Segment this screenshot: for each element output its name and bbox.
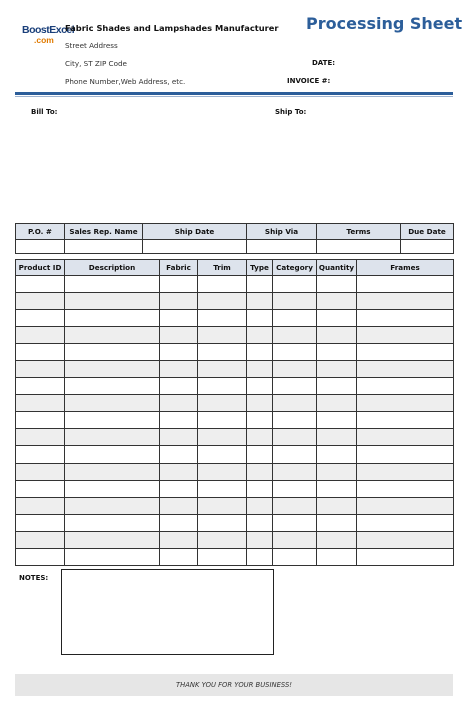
item-cell[interactable]	[160, 293, 198, 310]
item-cell[interactable]	[16, 531, 65, 548]
item-cell[interactable]	[247, 327, 273, 344]
item-cell[interactable]	[16, 497, 65, 514]
item-cell[interactable]	[65, 412, 160, 429]
table-row	[16, 395, 454, 412]
item-cell[interactable]	[65, 463, 160, 480]
item-cell[interactable]	[16, 378, 65, 395]
item-cell[interactable]	[198, 514, 247, 531]
item-cell[interactable]	[16, 446, 65, 463]
item-cell[interactable]	[317, 361, 357, 378]
item-cell[interactable]	[317, 548, 357, 565]
table-row	[16, 446, 454, 463]
item-cell[interactable]	[160, 327, 198, 344]
item-cell[interactable]	[247, 497, 273, 514]
item-cell[interactable]	[247, 446, 273, 463]
footer-thank-you: THANK YOU FOR YOUR BUSINESS!	[176, 681, 292, 689]
table-row	[16, 497, 454, 514]
order-info-table	[15, 223, 454, 254]
table-row	[16, 412, 454, 429]
item-cell[interactable]	[247, 395, 273, 412]
line-items-table	[15, 259, 454, 566]
item-cell[interactable]	[16, 276, 65, 293]
item-cell[interactable]	[160, 361, 198, 378]
item-cell[interactable]	[65, 378, 160, 395]
item-cell[interactable]	[160, 378, 198, 395]
logo-domain: .com	[34, 35, 54, 45]
item-cell[interactable]	[317, 344, 357, 361]
item-cell[interactable]	[65, 531, 160, 548]
ship-date-cell[interactable]	[143, 240, 247, 254]
due-date-cell[interactable]	[401, 240, 454, 254]
item-cell[interactable]	[160, 463, 198, 480]
notes-box[interactable]	[61, 569, 274, 655]
date-label: DATE:	[312, 59, 336, 67]
table-row	[16, 548, 454, 565]
item-cell[interactable]	[16, 463, 65, 480]
item-cell[interactable]	[357, 480, 454, 497]
item-cell[interactable]	[65, 310, 160, 327]
item-cell[interactable]	[198, 395, 247, 412]
item-cell[interactable]	[16, 361, 65, 378]
item-cell[interactable]	[16, 480, 65, 497]
item-cell[interactable]	[198, 378, 247, 395]
item-cell[interactable]	[16, 344, 65, 361]
item-cell[interactable]	[247, 310, 273, 327]
table-row	[16, 344, 454, 361]
item-cell[interactable]	[160, 446, 198, 463]
column-header-po: P.O. #	[16, 224, 65, 240]
item-cell[interactable]	[65, 497, 160, 514]
document-title: Processing Sheet	[306, 14, 463, 33]
item-cell[interactable]	[247, 463, 273, 480]
po-cell[interactable]	[16, 240, 65, 254]
item-cell[interactable]	[317, 497, 357, 514]
column-header-quantity: Quantity	[317, 260, 357, 276]
item-cell[interactable]	[160, 310, 198, 327]
column-header-description: Description	[65, 260, 160, 276]
item-cell[interactable]	[317, 310, 357, 327]
item-cell[interactable]	[198, 497, 247, 514]
item-cell[interactable]	[16, 395, 65, 412]
table-row	[16, 310, 454, 327]
item-cell[interactable]	[65, 548, 160, 565]
item-cell[interactable]	[198, 548, 247, 565]
column-header-category: Category	[273, 260, 317, 276]
item-cell[interactable]	[247, 429, 273, 446]
column-header-terms: Terms	[317, 224, 401, 240]
item-cell[interactable]	[357, 327, 454, 344]
item-cell[interactable]	[65, 276, 160, 293]
table-row	[16, 276, 454, 293]
item-cell[interactable]	[65, 514, 160, 531]
item-cell[interactable]	[273, 480, 317, 497]
item-cell[interactable]	[273, 395, 317, 412]
ship-to-label: Ship To:	[275, 108, 307, 116]
item-cell[interactable]	[65, 361, 160, 378]
item-cell[interactable]	[357, 344, 454, 361]
item-cell[interactable]	[317, 514, 357, 531]
item-cell[interactable]	[247, 412, 273, 429]
item-cell[interactable]	[317, 327, 357, 344]
item-cell[interactable]	[247, 480, 273, 497]
ship-via-cell[interactable]	[247, 240, 317, 254]
item-cell[interactable]	[160, 276, 198, 293]
item-cell[interactable]	[16, 412, 65, 429]
item-cell[interactable]	[16, 548, 65, 565]
item-cell[interactable]	[65, 480, 160, 497]
notes-label: NOTES:	[19, 574, 49, 582]
item-cell[interactable]	[357, 293, 454, 310]
item-cell[interactable]	[198, 310, 247, 327]
item-cell[interactable]	[198, 463, 247, 480]
item-cell[interactable]	[198, 412, 247, 429]
item-cell[interactable]	[317, 395, 357, 412]
table-row	[16, 480, 454, 497]
item-cell[interactable]	[357, 463, 454, 480]
item-cell[interactable]	[16, 429, 65, 446]
item-cell[interactable]	[357, 412, 454, 429]
item-cell[interactable]	[247, 548, 273, 565]
item-cell[interactable]	[273, 378, 317, 395]
item-cell[interactable]	[273, 497, 317, 514]
item-cell[interactable]	[273, 327, 317, 344]
item-cell[interactable]	[247, 514, 273, 531]
column-header-sales-rep: Sales Rep. Name	[65, 224, 143, 240]
city-state-zip: City, ST ZIP Code	[65, 59, 127, 68]
column-header-ship-via: Ship Via	[247, 224, 317, 240]
header-rule	[15, 92, 453, 95]
item-cell[interactable]	[357, 446, 454, 463]
item-cell[interactable]	[317, 378, 357, 395]
item-cell[interactable]	[273, 344, 317, 361]
item-cell[interactable]	[65, 293, 160, 310]
item-cell[interactable]	[357, 429, 454, 446]
bill-to-label: Bill To:	[31, 108, 58, 116]
column-header-type: Type	[247, 260, 273, 276]
item-cell[interactable]	[198, 344, 247, 361]
phone-web: Phone Number,Web Address, etc.	[65, 77, 186, 86]
item-cell[interactable]	[317, 531, 357, 548]
item-cell[interactable]	[198, 361, 247, 378]
item-cell[interactable]	[247, 361, 273, 378]
header-rule-thin	[15, 96, 453, 97]
table-row	[16, 429, 454, 446]
column-header-frames: Frames	[357, 260, 454, 276]
item-cell[interactable]	[357, 514, 454, 531]
invoice-label: INVOICE #:	[287, 77, 331, 85]
item-cell[interactable]	[16, 514, 65, 531]
item-cell[interactable]	[273, 429, 317, 446]
item-cell[interactable]	[273, 412, 317, 429]
table-row	[16, 531, 454, 548]
street-address: Street Address	[65, 41, 118, 50]
item-cell[interactable]	[65, 395, 160, 412]
item-cell[interactable]	[357, 310, 454, 327]
item-cell[interactable]	[247, 344, 273, 361]
item-cell[interactable]	[247, 531, 273, 548]
item-cell[interactable]	[273, 514, 317, 531]
item-cell[interactable]	[317, 446, 357, 463]
sales-rep-cell[interactable]	[65, 240, 143, 254]
table-row	[16, 327, 454, 344]
item-cell[interactable]	[198, 429, 247, 446]
column-header-fabric: Fabric	[160, 260, 198, 276]
item-cell[interactable]	[247, 276, 273, 293]
item-cell[interactable]	[198, 531, 247, 548]
item-cell[interactable]	[160, 412, 198, 429]
column-header-product-id: Product ID	[16, 260, 65, 276]
item-cell[interactable]	[247, 378, 273, 395]
item-cell[interactable]	[16, 327, 65, 344]
item-cell[interactable]	[160, 480, 198, 497]
item-cell[interactable]	[160, 395, 198, 412]
item-cell[interactable]	[317, 412, 357, 429]
item-cell[interactable]	[317, 463, 357, 480]
column-header-trim: Trim	[198, 260, 247, 276]
item-cell[interactable]	[357, 378, 454, 395]
table-row	[16, 514, 454, 531]
item-cell[interactable]	[16, 310, 65, 327]
table-row	[16, 293, 454, 310]
item-cell[interactable]	[273, 548, 317, 565]
logo-text: BoostExcel	[22, 24, 75, 36]
item-cell[interactable]	[317, 480, 357, 497]
table-row	[16, 361, 454, 378]
item-cell[interactable]	[160, 344, 198, 361]
item-cell[interactable]	[273, 293, 317, 310]
item-cell[interactable]	[198, 276, 247, 293]
table-row	[16, 463, 454, 480]
company-name: Fabric Shades and Lampshades Manufacturer	[65, 23, 279, 33]
item-cell[interactable]	[160, 531, 198, 548]
column-header-due-date: Due Date	[401, 224, 454, 240]
item-cell[interactable]	[317, 293, 357, 310]
item-cell[interactable]	[198, 293, 247, 310]
column-header-ship-date: Ship Date	[143, 224, 247, 240]
item-cell[interactable]	[198, 327, 247, 344]
item-cell[interactable]	[65, 327, 160, 344]
item-cell[interactable]	[357, 531, 454, 548]
item-cell[interactable]	[198, 480, 247, 497]
item-cell[interactable]	[160, 429, 198, 446]
table-row	[16, 378, 454, 395]
item-cell[interactable]	[357, 395, 454, 412]
item-cell[interactable]	[160, 514, 198, 531]
terms-cell[interactable]	[317, 240, 401, 254]
item-cell[interactable]	[273, 276, 317, 293]
item-cell[interactable]	[65, 429, 160, 446]
item-cell[interactable]	[357, 276, 454, 293]
item-cell[interactable]	[160, 497, 198, 514]
item-cell[interactable]	[65, 344, 160, 361]
item-cell[interactable]	[273, 361, 317, 378]
item-cell[interactable]	[160, 548, 198, 565]
item-cell[interactable]	[273, 463, 317, 480]
footer-bar	[15, 674, 453, 696]
item-cell[interactable]	[273, 310, 317, 327]
item-cell[interactable]	[317, 276, 357, 293]
item-cell[interactable]	[357, 548, 454, 565]
item-cell[interactable]	[198, 446, 247, 463]
item-cell[interactable]	[16, 293, 65, 310]
item-cell[interactable]	[247, 293, 273, 310]
item-cell[interactable]	[357, 361, 454, 378]
item-cell[interactable]	[273, 446, 317, 463]
item-cell[interactable]	[273, 531, 317, 548]
item-cell[interactable]	[357, 497, 454, 514]
item-cell[interactable]	[65, 446, 160, 463]
item-cell[interactable]	[317, 429, 357, 446]
